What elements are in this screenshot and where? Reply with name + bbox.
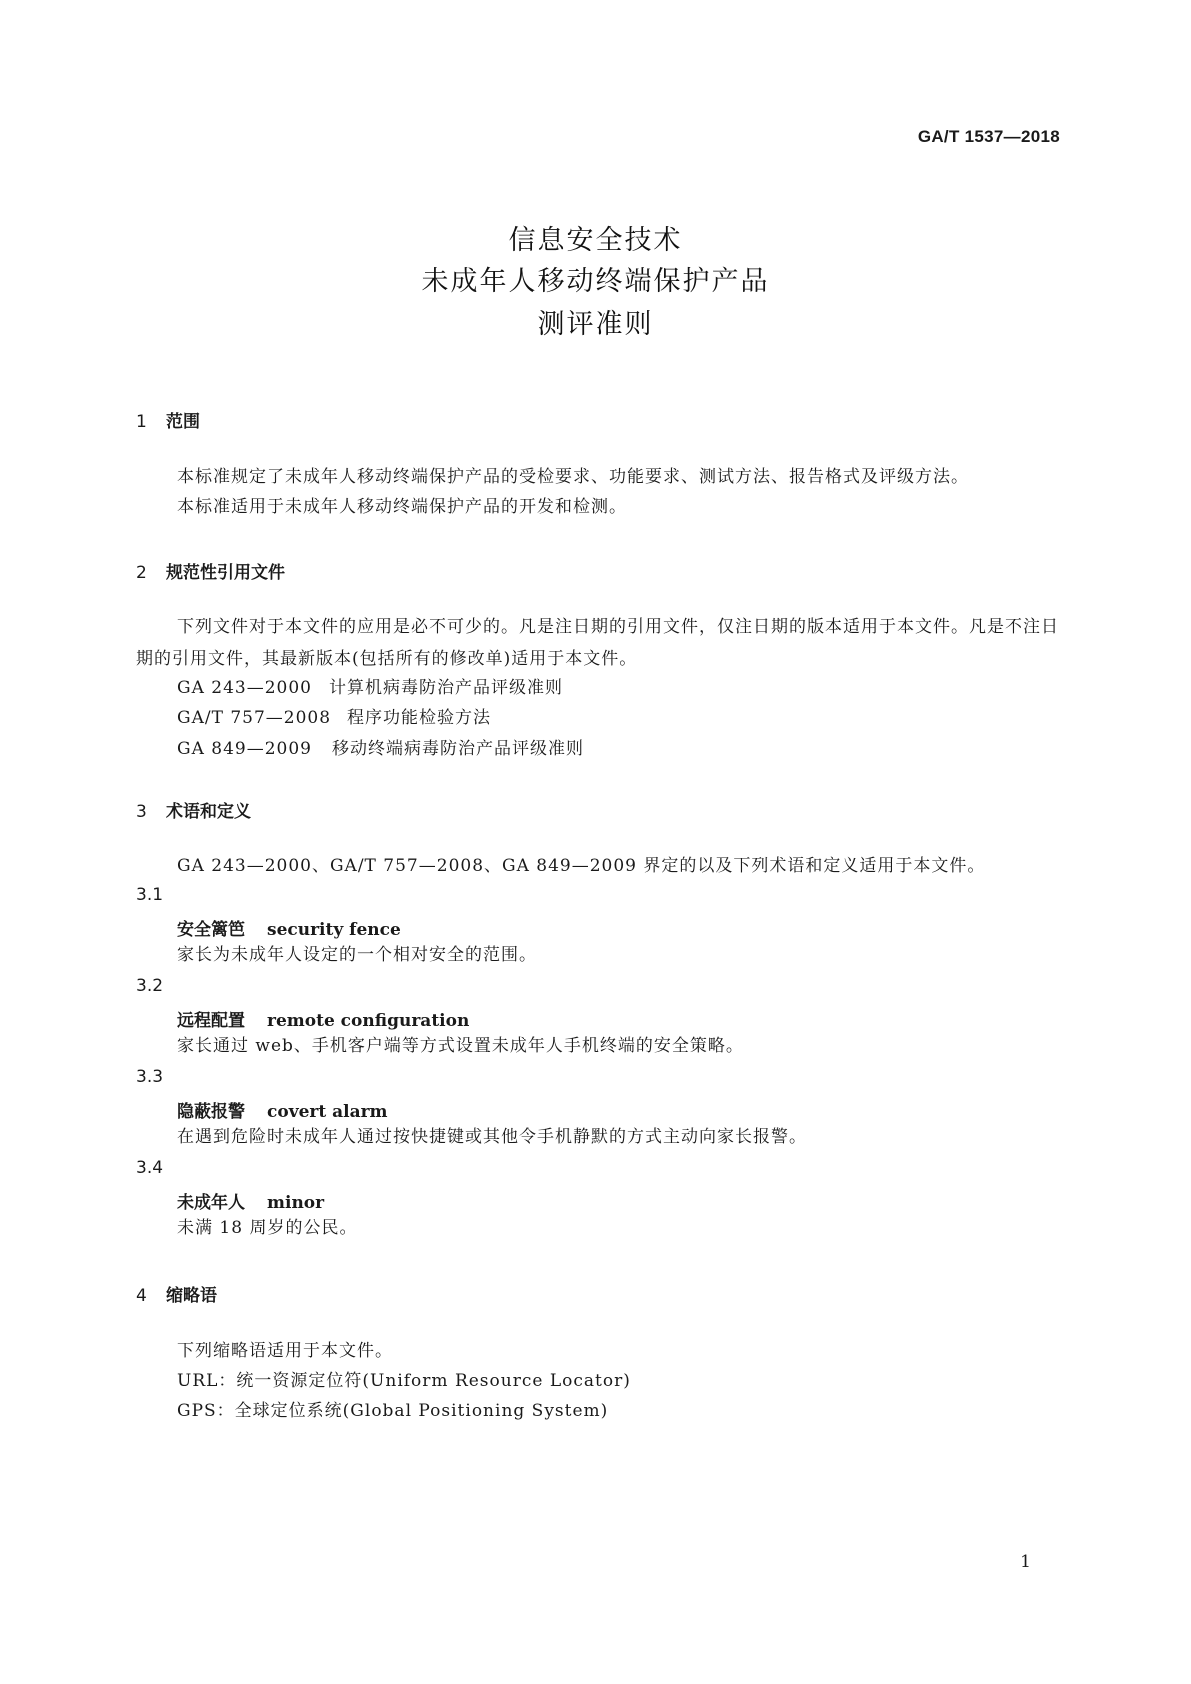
section-2-intro: 下列文件对于本文件的应用是必不可少的。凡是注日期的引用文件，仅注日期的版本适用于本文件。凡是不注日期的引用文件，其最新版本(包括所有的修改单)适用于本文件。 [136, 617, 1059, 669]
term-zh: 远程配置 [177, 1011, 245, 1031]
term-zh: 隐蔽报警 [177, 1102, 245, 1122]
section-title: 缩略语 [166, 1286, 217, 1306]
section-number: 3 [136, 802, 147, 822]
title-line-3: 测评准则 [537, 309, 654, 340]
term-en: minor [267, 1193, 325, 1213]
term-name [177, 1006, 469, 1031]
term-en: remote configuration [267, 1011, 470, 1031]
term-number: 3.4 [136, 1158, 164, 1178]
abbreviation-item: GPS：全球定位系统(Global Positioning System) [177, 1401, 609, 1421]
term-en: covert alarm [267, 1102, 388, 1122]
reference-item [177, 672, 563, 704]
term-name [177, 1097, 388, 1122]
reference-item [177, 702, 491, 734]
reference-title: 移动终端病毒防治产品评级准则 [332, 739, 584, 759]
reference-title: 程序功能检验方法 [347, 708, 491, 728]
section-3-heading [136, 797, 251, 822]
abbreviation-item: URL：统一资源定位符(Uniform Resource Locator) [177, 1371, 631, 1391]
section-number: 4 [136, 1286, 147, 1306]
section-1-heading [136, 407, 200, 432]
section-1-paragraph-1: 本标准规定了未成年人移动终端保护产品的受检要求、功能要求、测试方法、报告格式及评级方法。 [177, 467, 969, 487]
term-number: 3.1 [136, 885, 164, 905]
term-name [177, 915, 401, 940]
term-zh: 安全篱笆 [177, 920, 245, 940]
term-number: 3.2 [136, 976, 164, 996]
section-3-intro: GA 243—2000、GA/T 757—2008、GA 849—2009 界定的以及下列术语和定义适用于本文件。 [177, 856, 986, 876]
term-definition: 家长通过 web、手机客户端等方式设置未成年人手机终端的安全策略。 [177, 1036, 744, 1056]
section-1-paragraph-2: 本标准适用于未成年人移动终端保护产品的开发和检测。 [177, 497, 627, 517]
term-definition: 在遇到危险时未成年人通过按快捷键或其他令手机静默的方式主动向家长报警。 [177, 1127, 807, 1147]
section-number: 2 [136, 563, 147, 583]
reference-code: GA 849—2009 [177, 739, 312, 759]
reference-title: 计算机病毒防治产品评级准则 [329, 678, 563, 698]
term-definition: 未满 18 周岁的公民。 [177, 1218, 358, 1238]
term-definition: 家长为未成年人设定的一个相对安全的范围。 [177, 945, 537, 965]
term-en: security fence [267, 920, 401, 940]
section-4-intro: 下列缩略语适用于本文件。 [177, 1341, 393, 1361]
term-number: 3.3 [136, 1067, 164, 1087]
reference-item [177, 733, 584, 765]
standard-code: GA/T 1537—2018 [917, 127, 1060, 146]
section-title: 范围 [166, 412, 200, 432]
reference-code: GA 243—2000 [177, 678, 312, 698]
section-2-heading [136, 558, 285, 583]
section-number: 1 [136, 412, 147, 432]
term-zh: 未成年人 [177, 1193, 245, 1213]
term-name [177, 1188, 324, 1213]
section-title: 规范性引用文件 [166, 563, 285, 583]
reference-code: GA/T 757—2008 [177, 708, 332, 728]
title-line-2: 未成年人移动终端保护产品 [421, 266, 770, 297]
section-4-heading [136, 1281, 217, 1306]
title-line-1: 信息安全技术 [508, 225, 683, 256]
page-number: 1 [1020, 1552, 1031, 1572]
section-title: 术语和定义 [166, 802, 251, 822]
